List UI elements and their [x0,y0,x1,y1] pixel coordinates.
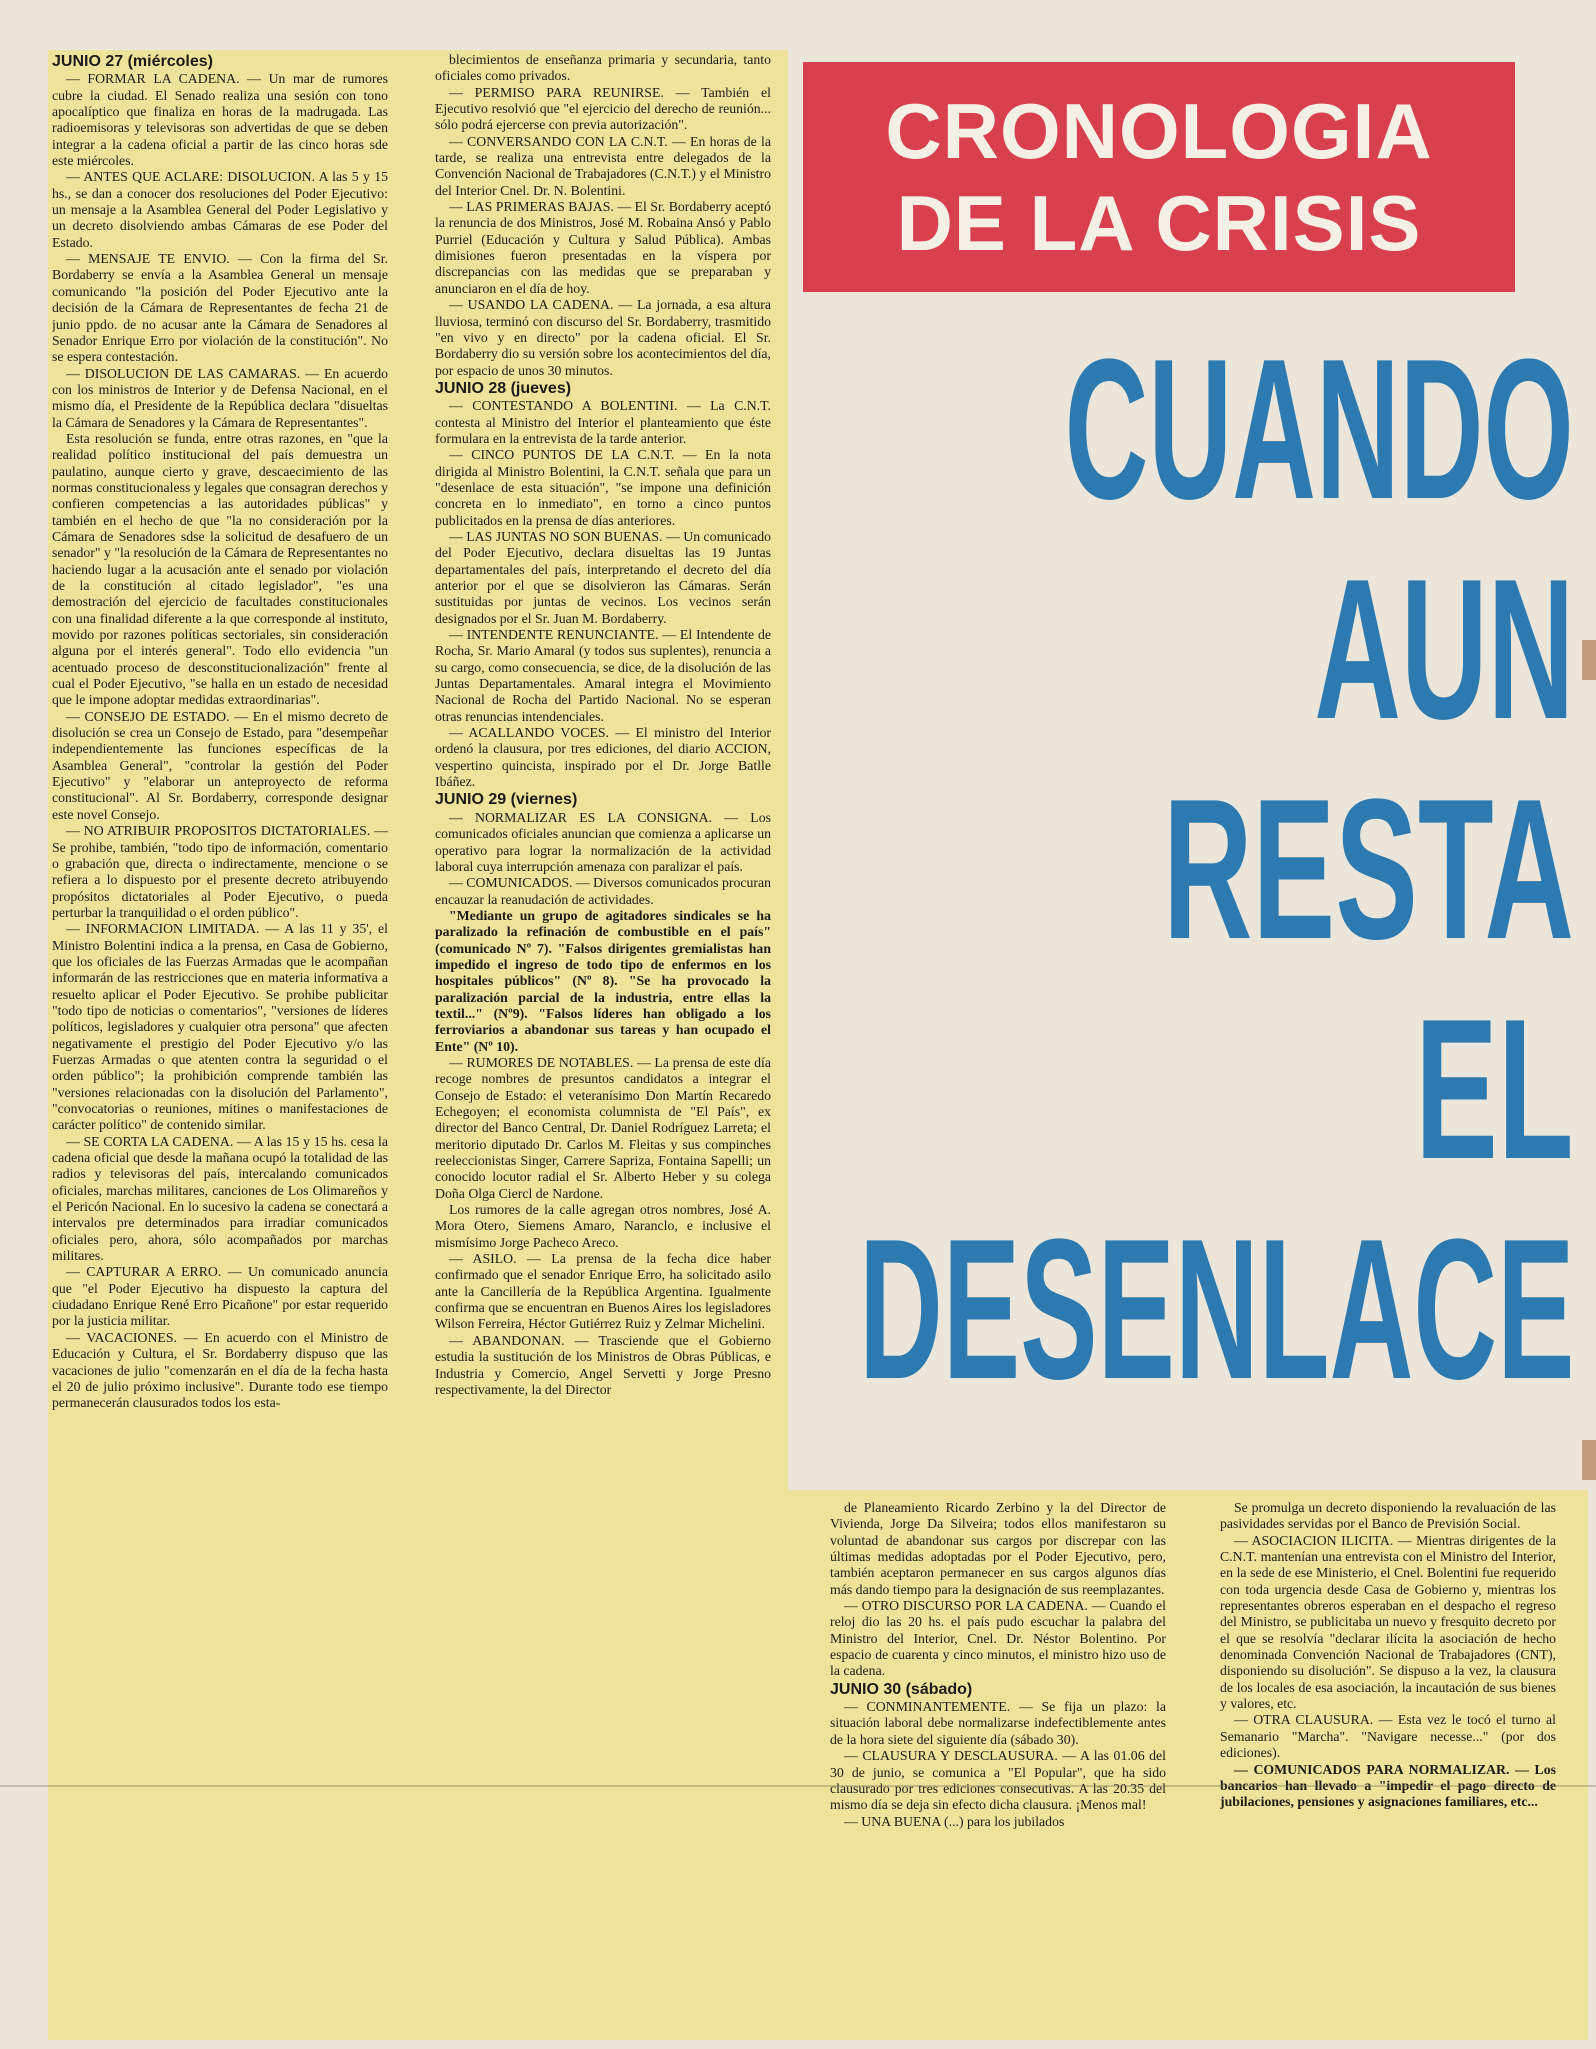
headline-word-4: EL [1415,978,1574,1201]
headline-word-1: CUANDO [1064,318,1574,541]
date-heading-june-29: JUNIO 29 (viernes) [435,791,578,809]
paragraph: — LAS JUNTAS NO SON BUENAS. — Un comunicado del Poder Ejecutivo, declara disueltas las 19 Juntas departamentales del país, interpretando el decreto del día anterior por el que se disolvieron las Cámaras. Serán sustituidas por juntas de vecinos. Los vecinos serán designados por el Sr. Juan M. Bordaberry. [435,528,771,626]
paragraph: — ASOCIACION ILICITA. — Mientras dirigentes de la C.N.T. mantenían una entrevista con el Ministro del Interior, en la sede de ese Ministerio, el Cnel. Bolentini fue requerido con toda urgencia desde Casa de Gobierno y, mientras los representantes obreros esperaban en el despacho el regreso del Ministro, se publicitaba un nuevo y fresquito decreto por el que se resolvía "declarar ilícita la asociación de hecho denominada Convención Nacional de Trabajadores (CNT), disponiendo su disolución". Se dispuso a la vez, la clausura de los locales de esa asociación, la incautación de sus bienes y valores, etc. [1220,1532,1556,1712]
staple-bottom [1582,1440,1596,1480]
paragraph: — ABANDONAN. — Trasciende que el Gobierno estudia la sustitución de los Ministros de Obras Públicas, e Industria y Comercio, Angel Servetti y Jorge Presno respectivamente, la del Director [435,1332,771,1397]
paragraph: — ACALLANDO VOCES. — El ministro del Interior ordenó la clausura, por tres ediciones, del diario ACCION, vespertino quincista, inspirado por el Dr. Jorge Batlle Ibáñez. [435,725,771,790]
paragraph: — CONMINANTEMENTE. — Se fija un plazo: la situación laboral debe normalizarse indefectiblemente antes de la hora siete del siguiente día (sábado 30). [830,1699,1166,1747]
paragraph: — CAPTURAR A ERRO. — Un comunicado anuncia que "el Poder Ejecutivo ha dispuesto la captura del ciudadano Enrique René Erro Picañone" por estar requerido por la justicia militar. [52,1264,388,1329]
paragraph: — ANTES QUE ACLARE: DISOLUCION. A las 5 y 15 hs., se dan a conocer dos resoluciones del Poder Ejecutivo: un mensaje a la Asamblea General del Poder Legislativo y un decreto disolviendo ambas Cámaras de ese Poder del Estado. [52,169,388,250]
paragraph: — COMUNICADOS PARA NORMALIZAR. — Los bancarios han llevado a "impedir el pago directo de jubilaciones, pensiones y asignaciones familiares, etc... [1220,1761,1556,1810]
paragraph: "Mediante un grupo de agitadores sindicales se ha paralizado la refinación de combustible en el país" (comunicado Nº 7). "Falsos dirigentes gremialistas han impedido el ingreso de todo tipo de enfermos en los hospitales públicos" (Nº 8). "Se ha provocado la paralización parcial de la industria, entre ellas la textil..." (Nº9). "Falsos líderes han obligado a los ferroviarios a abandonar sus tareas y han ocupado el Ente" (Nº 10). [435,907,771,1054]
paragraph: — CLAUSURA Y DESCLAUSURA. — A las 01.06 del 30 de junio, se comunica a "El Popular", que ha sido clausurado por tres ediciones consecutivas. A las 20.35 del mismo día se deja sin efecto dicha clausura. ¡Menos mal! [830,1748,1166,1813]
paragraph: Los rumores de la calle agregan otros nombres, José A. Mora Otero, Siemens Amaro, Naranclo, e inclusive el mismísimo Jorge Pacheco Areco. [435,1202,771,1250]
paragraph: — DISOLUCION DE LAS CAMARAS. — En acuerdo con los ministros de Interior y de Defensa Nacional, en el mismo día, el Presidente de la República declara "disueltas la Cámara de Senadores y la Cámara de Representantes". [52,365,388,430]
paragraph: — SE CORTA LA CADENA. — A las 15 y 15 hs. cesa la cadena oficial que desde la mañana ocupó la totalidad de las radios y televisoras del país, intercalando comunicados oficiales, marchas militares, canciones de Los Olimareños y el Pericón Nacional. En lo sucesivo la cadena se conectará a intervalos pre determinados para irradiar comunicados oficiales pero, ahora, sólo acompañados por marchas militares. [52,1133,388,1264]
paragraph: — CONVERSANDO CON LA C.N.T. — En horas de la tarde, se realiza una entrevista entre delegados de la Convención Nacional de Trabajadores (C.N.T.) y el Ministro del Interior Cnel. Dr. N. Bolentini. [435,133,771,198]
paragraph: — FORMAR LA CADENA. — Un mar de rumores cubre la ciudad. El Senado realiza una sesión con tono apocalíptico que finaliza en horas de la madrugada. Las radioemisoras y televisoras son advertidas de que se deben integrar a la cadena oficial a partir de las cinco horas sde este miércoles. [52,71,388,169]
paragraph: blecimientos de enseñanza primaria y secundaria, tanto oficiales como privados. [435,52,771,84]
section-banner [803,62,1515,292]
paragraph: — CINCO PUNTOS DE LA C.N.T. — En la nota dirigida al Ministro Bolentini, la C.N.T. señala que para un "desenlace de esta situación", "se impone una definición concreta en lo inmediato", en torno a cinco puntos publicitados en la prensa de días anteriores. [435,447,771,528]
paragraph: — LAS PRIMERAS BAJAS. — El Sr. Bordaberry aceptó la renuncia de dos Ministros, José M. Robaina Ansó y Pablo Purriel (Educación y Cultura y Salud Pública). Ambas dimisiones fueron presentadas en la víspera por discrepancias con las medidas que se preparaban y anunciaron en el día de hoy. [435,199,771,296]
headline-word-3: RESTA [1162,758,1574,981]
date-heading-june-28: JUNIO 28 (jueves) [435,379,572,397]
paragraph: — UNA BUENA (...) para los jubilados [844,1813,1065,1829]
staple-top [1582,640,1596,680]
paragraph: — NO ATRIBUIR PROPOSITOS DICTATORIALES. — Se prohibe, también, "todo tipo de información, comentario o grabación que, directa o indirectamente, mencione o se refiera a lo dispuesto por el presente decreto atribuyendo propósitos dictatoriales al Poder Ejecutivo, o pueda perturbar la tranquilidad o el orden público". [52,823,388,920]
paragraph: — USANDO LA CADENA. — La jornada, a esa altura lluviosa, terminó con discurso del Sr. Bordaberry, trasmitido "en vivo y en directo" por la cadena oficial. El Sr. Bordaberry dio su versión sobre los acontecimientos del día, por espacio de unos 30 minutos. [435,297,771,378]
paragraph: — RUMORES DE NOTABLES. — La prensa de este día recoge nombres de presuntos candidatos a integrar el Consejo de Estado: el veteranísimo Don Martín Recaredo Echegoyen; el economista columnista de "El País", ex director del Banco Central, Dr. Daniel Rodríguez Larreta; el meritorio diputado Dr. Carlos M. Fleitas y sus compinches reeleccionistas Singer, Carrere Sapriza, Fontaina Sapelli; un conocido locutor radial el Sr. Alberto Heber y su colega Doña Olga Ciercl de Nardone. [435,1054,771,1201]
headline-word-5: DESENLACE [858,1198,1574,1421]
paragraph: — OTRA CLAUSURA. — Esta vez le tocó el turno al Semanario "Marcha". "Navigare necesse..." (por dos ediciones). [1220,1712,1556,1761]
paragraph: — MENSAJE TE ENVIO. — Con la firma del Sr. Bordaberry se envía a la Asamblea General un mensaje comunicando "la posición del Poder Ejecutivo ante la decisión de la Cámara de Representantes de fecha 21 de junio ppdo. de no acusar ante la Cámara de Senadores al Senador Enrique Erro por violación de la constitución". No se espera contestación. [52,251,388,365]
paragraph: — OTRO DISCURSO POR LA CADENA. — Cuando el reloj dio las 20 hs. el país pudo escuchar la palabra del Ministro del Interior, Cnel. Dr. Néstor Bolentino. Por espacio de cuarenta y cinco minutos, el ministro hizo uso de la cadena. [830,1598,1166,1679]
article-column-1 [52,52,388,2037]
date-heading-june-30: JUNIO 30 (sábado) [830,1680,973,1698]
paragraph: Esta resolución se funda, entre otras razones, en "que la realidad político institucional del país demuestra un paulatino, aunque cierto y grave, descaecimiento de las normas constitucionaless y legales que consagran derechos y confieren competencias a las autoridades públicas" y también en el hecho de que "la no consideración por la Cámara de Senadores sdse la solicitud de desafuero de un senador" y "la resolución de la Cámara de Representantes no haciendo lugar a la acusación ante el senado por violación de la constitución al citado legislador", "es una demostración del ejercicio de facultades constitucionales con una finalidad diferente a la que corresponde al instituto, movido por razones políticas sectoriales, sin consideración alguna por el interés general". Todo ello evidencia "un acentuado proceso de desconstitucionalización" frente al cual el Poder Ejecutivo, "se halla en un estado de necesidad que le impone adoptar medidas extraordinarias". [52,430,388,708]
paragraph: — VACACIONES. — En acuerdo con el Ministro de Educación y Cultura, el Sr. Bordaberry dispuso que las vacaciones de julio "comenzarán en el día de la fecha hasta el 20 de julio próximo inclusive". Durante todo ese tiempo permanecerán clausurados todos los esta- [52,1329,388,1411]
paragraph: — ASILO. — La prensa de la fecha dice haber confirmado que el senador Enrique Erro, ha solicitado asilo ante la Cancillería de la República Argentina. Igualmente confirma que se encuentran en Buenos Aires los legisladores Wilson Ferreira, Héctor Gutiérrez Ruiz y Zelmar Michelini. [435,1251,771,1332]
paragraph: — COMUNICADOS. — Diversos comunicados procuran encauzar la reanudación de actividades. [435,875,771,907]
date-heading-june-27: JUNIO 27 (miércoles) [52,53,213,70]
paragraph: — PERMISO PARA REUNIRSE. — También el Ejecutivo resolvió que "el ejercicio del derecho de reunión... sólo podrá ejercerse con previa autorización". [435,84,771,133]
paragraph: — CONTESTANDO A BOLENTINI. — La C.N.T. contesta al Ministro del Interior el planteamiento que éste formulara en la entrevista de la tarde anterior. [435,398,771,446]
banner-title-line-1: CRONOLOGIA [885,87,1433,175]
paragraph: — NORMALIZAR ES LA CONSIGNA. — Los comunicados oficiales anuncian que comienza a aplicarse un operativo para lograr la normalización de la actividad laboral cuya interrupción amenaza con paralizar el país. [435,809,771,874]
article-column-2 [435,52,771,2037]
paragraph: Se promulga un decreto disponiendo la revaluación de las pasividades servidas por el Banco de Previsión Social. [1220,1500,1556,1532]
paragraph: — INTENDENTE RENUNCIANTE. — El Intendente de Rocha, Sr. Mario Amaral (y todos sus suplentes), renuncia a su cargo, como consecuencia, se dice, de la disolución de las Juntas Departamentales. Amaral integra el Movimiento Nacional de Rocha del Partido Nacional. No se esperan otras renuncias intendenciales. [435,627,771,724]
banner-title-line-2: DE LA CRISIS [896,179,1422,267]
paragraph: — INFORMACION LIMITADA. — A las 11 y 35', el Ministro Bolentini indica a la prensa, en Casa de Gobierno, que los oficiales de las Fuerzas Armadas que le acompañan informarán de las restricciones que en materia informativa a resuelto aplicar el Poder Ejecutivo. Se prohibe publicitar "todo tipo de noticias o comentarios", "versiones de líderes políticos, legisladores y cualquier otra persona" que afecten negativamente el prestigio del Poder Ejecutivo y/o las Fuerzas Armadas o que atenten contra la seguridad o el orden público"; la prohibición comprende también las "versiones relacionadas con la disolución del Parlamento", "convocatorias o reuniones, mitines o manifestaciones de carácter político" de contenido similar. [52,921,388,1133]
paper-fold-line [0,1785,1596,1787]
main-headline [800,318,1590,1480]
headline-word-2: AUN [1314,538,1574,761]
paragraph: — CONSEJO DE ESTADO. — En el mismo decreto de disolución se crea un Consejo de Estado, para "desempeñar independientemente las funciones específicas de la Asamblea General", "controlar la gestión del Poder Ejecutivo" y "elaborar un anteproyecto de reforma constitucional". Al Sr. Bordaberry, corresponde designar este novel Consejo. [52,708,388,822]
article-column-3 [830,1500,1166,2040]
article-column-4 [1220,1500,1556,2040]
paragraph: de Planeamiento Ricardo Zerbino y la del Director de Vivienda, Jorge Da Silveira; todos ellos manifestaron su voluntad de abandonar sus cargos por discrepar con las últimas medidas adoptadas por el Poder Ejecutivo, pero, también aceptaron permanecer en sus cargos algunos días más dando tiempo para la designación de sus reemplazantes. [830,1500,1166,1597]
